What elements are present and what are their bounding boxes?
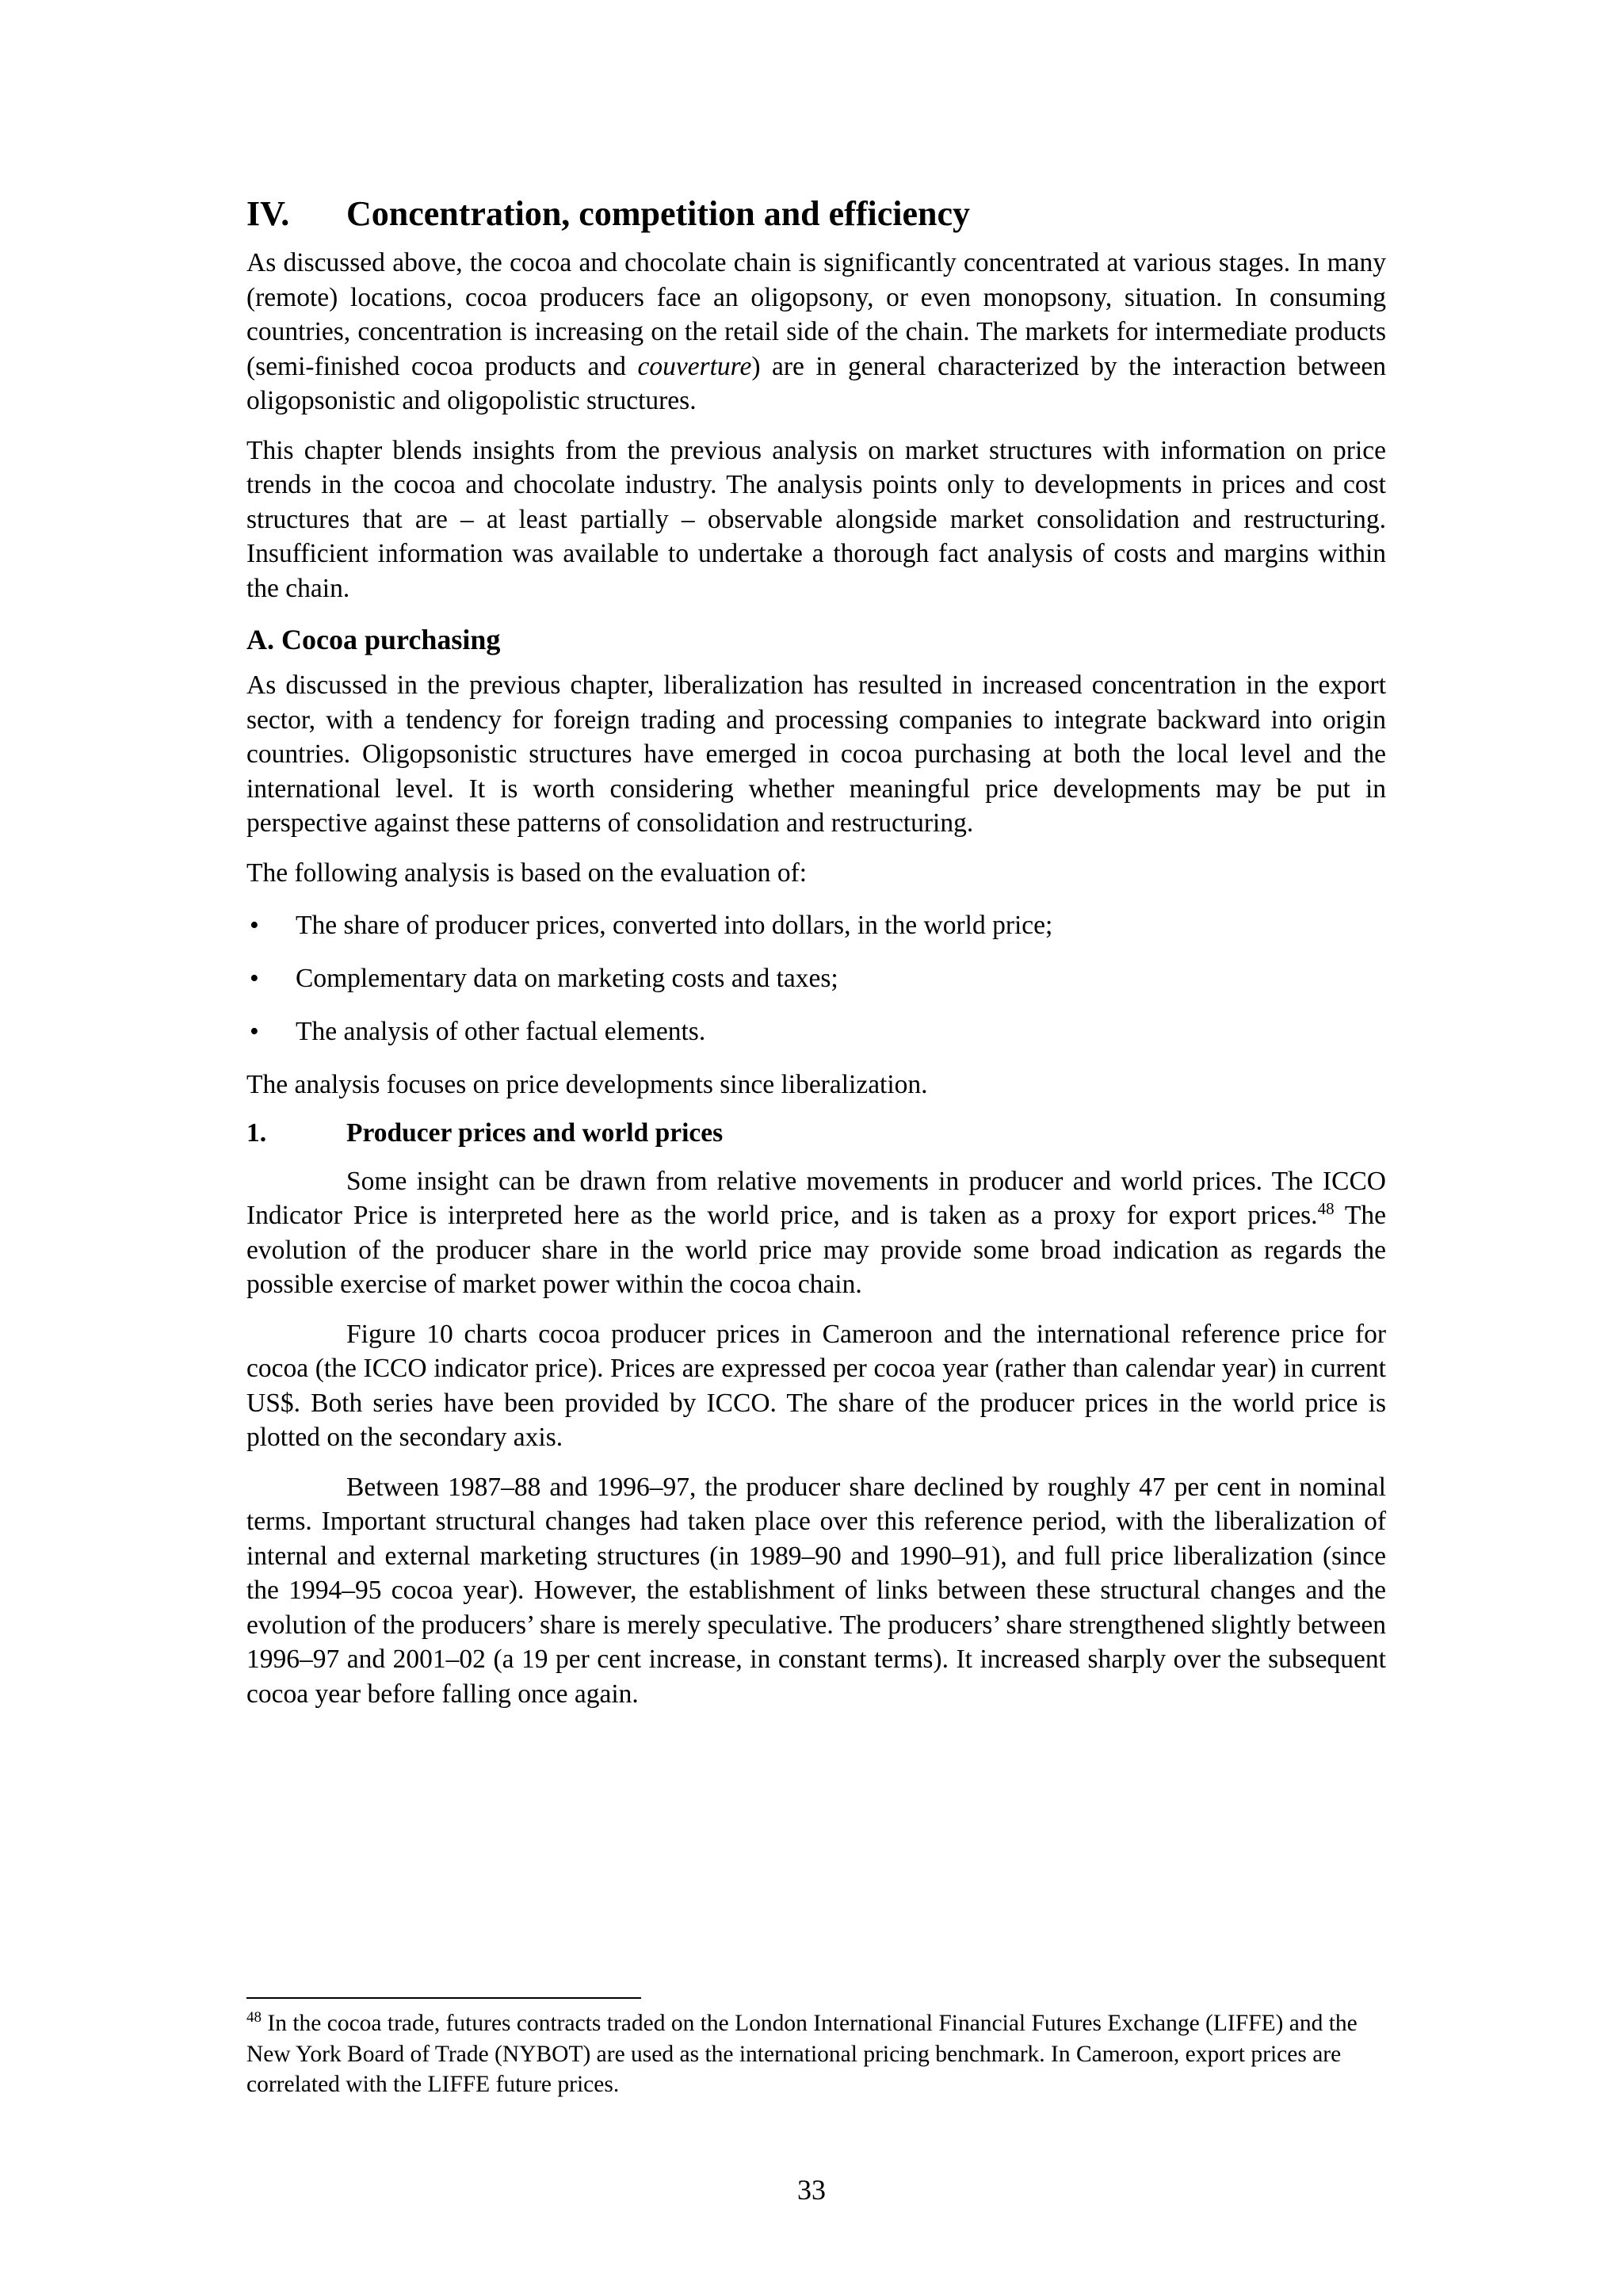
section-a-paragraph-1: As discussed in the previous chapter, liberalization has resulted in increased concentration in the export sector, with a tendency for foreign trading and processing companies to integrate backward into origin countries. Oligopsonistic structures have emerged in cocoa purchasing at both the local level and the international level. It is worth considering whether meaningful price developments may be put in perspective against these patterns of consolidation and restructuring.: [246, 670, 1386, 838]
subsection-1-heading: [246, 1115, 1386, 1152]
chapter-heading: [246, 190, 1386, 238]
subsection-1-paragraph-1-text-b: The evolution of the producer share in the world price may provide some broad indication as regards the possible exercise of market power within the cocoa chain.: [246, 1201, 1386, 1299]
intro-paragraph-1-text-b: ) are in general characterized by the interaction between oligopsonistic and oligopolistic structures.: [246, 351, 1386, 415]
intro-paragraph-1-text-a: As discussed above, the cocoa and chocolate chain is significantly concentrated at various stages. In many (remote) locations, cocoa producers face an oligopsony, or even monopsony, situation. In consuming countries, concentration is increasing on the retail side of the chain. The markets for intermediate products (semi-finished cocoa products and: [246, 248, 1386, 381]
subsection-1-paragraph-1: [246, 1164, 1386, 1302]
bullet-icon: •: [250, 964, 259, 993]
bullet-icon: •: [250, 911, 259, 940]
intro-paragraph-2: This chapter blends insights from the previous analysis on market structures with information on price trends in the cocoa and chocolate industry. The analysis points only to developments in prices and cost structures that are – at least partially – observable alongside market consolidation and restructuring. Insufficient information was available to undertake a thorough fact analysis of costs and margins within the chain.: [246, 435, 1386, 603]
subsection-1-paragraph-1-text-a: Some insight can be drawn from relative movements in producer and world prices. The ICCO Indicator Price is interpreted here as the world price, and is taken as a proxy for export prices.: [246, 1166, 1386, 1230]
list-item-text: The analysis of other factual elements.: [296, 1017, 706, 1046]
section-a-heading: A. Cocoa purchasing: [246, 624, 501, 655]
intro-paragraph-1: [246, 246, 1386, 418]
subsection-1-paragraph-2: Figure 10 charts cocoa producer prices in Cameroon and the international reference price for cocoa (the ICCO indicator price). Prices are expressed per cocoa year (rather than calendar year) in current US$. Both series have been provided by ICCO. The share of the producer prices in the world price is plotted on the secondary axis.: [246, 1319, 1386, 1452]
footnote-48: [246, 2008, 1386, 2100]
footnote-reference[interactable]: 48: [1317, 1198, 1335, 1218]
footnote-text: In the cocoa trade, futures contracts traded on the London International Financial Futures Exchange (LIFFE) and the New York Board of Trade (NYBOT) are used as the international pricing benchmark. In Cameroon, export prices are correlated with the LIFFE future prices.: [246, 2011, 1358, 2097]
list-item-text: Complementary data on marketing costs and taxes;: [296, 964, 838, 993]
section-a-closing: The analysis focuses on price developments since liberalization.: [246, 1070, 928, 1099]
footnote-mark: 48: [246, 2009, 262, 2027]
chapter-number: IV.: [246, 194, 290, 233]
bullet-icon: •: [250, 1017, 259, 1046]
subsection-1-number: 1.: [246, 1117, 267, 1148]
evaluation-list: [246, 908, 1386, 1049]
chapter-title: Concentration, competition and efficiency: [346, 194, 970, 233]
list-item: [246, 1014, 1386, 1049]
section-a-paragraph-2: The following analysis is based on the evaluation of:: [246, 858, 808, 888]
main-content: [246, 190, 1386, 1711]
list-item-text: The share of producer prices, converted into dollars, in the world price;: [296, 911, 1053, 940]
page-number: 33: [797, 2174, 826, 2206]
list-item: [246, 908, 1386, 943]
subsection-1-title: Producer prices and world prices: [346, 1117, 724, 1148]
footnote-divider: [246, 1997, 641, 1999]
list-item: [246, 961, 1386, 996]
subsection-1-paragraph-3: Between 1987–88 and 1996–97, the producer share declined by roughly 47 per cent in nominal terms. Important structural changes had taken place over this reference period, with the liberalization of internal and external marketing structures (in 1989–90 and 1990–91), and full price liberalization (since the 1994–95 cocoa year). However, the establishment of links between these structural changes and the evolution of the producers’ share is merely speculative. The producers’ share strengthened slightly between 1996–97 and 2001–02 (a 19 per cent increase, in constant terms). It increased sharply over the subsequent cocoa year before falling once again.: [246, 1472, 1386, 1709]
intro-paragraph-1-italic: couverture: [637, 351, 752, 381]
